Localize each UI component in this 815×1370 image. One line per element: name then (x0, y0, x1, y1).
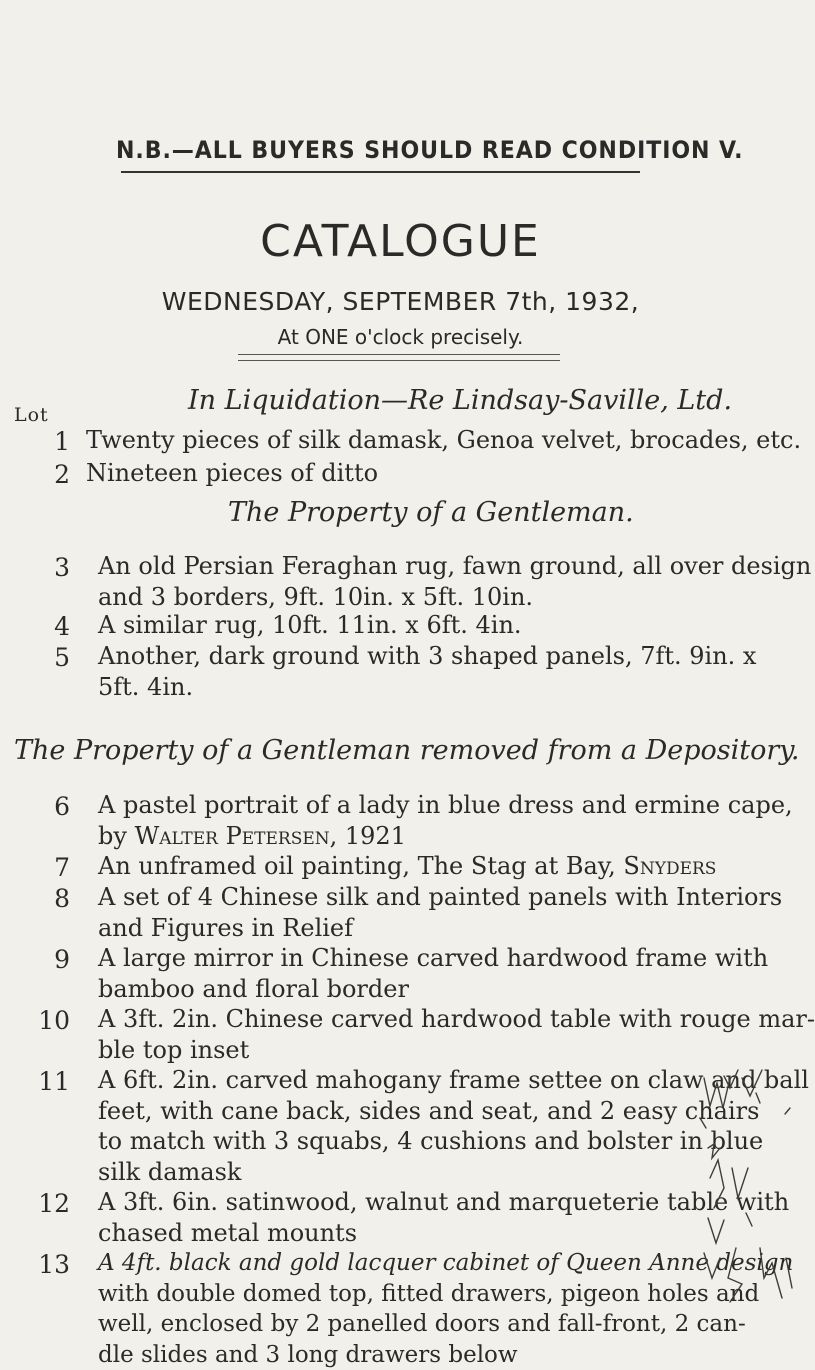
lot-number: 1 (0, 427, 70, 456)
lot-column-label: Lot (14, 404, 49, 426)
lot-description-line: dle slides and 3 long drawers below (98, 1340, 793, 1370)
section-heading-liquidation: In Liquidation—Re Lindsay-Saville, Ltd. (188, 385, 732, 416)
lot-description (86, 425, 801, 456)
lot-number: 5 (0, 643, 70, 672)
lot-description-line: A 3ft. 2in. Chinese carved hardwood table with rouge mar- (98, 1004, 815, 1035)
sale-date: WEDNESDAY, SEPTEMBER 7th, 1932, (0, 287, 801, 316)
sale-time: At ONE o'clock precisely. (0, 325, 801, 349)
lot-text: An unframed oil painting, The Stag at Bay, (98, 852, 623, 880)
catalogue-title: CATALOGUE (0, 216, 801, 267)
title-divider (238, 354, 560, 361)
lot-description-line: A set of 4 Chinese silk and painted panels with Interiors (98, 882, 782, 913)
lot-number: 2 (0, 460, 70, 489)
lot-description-line: A 6ft. 2in. carved mahogany frame settee on claw and ball (98, 1065, 809, 1096)
artist-name: Snyders (623, 852, 716, 880)
buyers-notice: N.B.—ALL BUYERS SHOULD READ CONDITION V. (116, 136, 613, 164)
lot-number: 10 (0, 1006, 70, 1035)
lot-number: 4 (0, 612, 70, 641)
section-heading-depository: The Property of a Gentleman removed from a Depository. (14, 735, 800, 766)
lot-description-line: feet, with cane back, sides and seat, and 2 easy chairs (98, 1096, 809, 1127)
lot-description-line: chased metal mounts (98, 1218, 789, 1249)
lot-description-line: and Figures in Relief (98, 913, 782, 944)
lot-description (98, 551, 811, 612)
lot-description-line: A large mirror in Chinese carved hardwood frame with (98, 943, 768, 974)
lot-description-line (98, 851, 716, 882)
lot-number: 9 (0, 945, 70, 974)
byline-suffix: , 1921 (330, 822, 406, 850)
lot-description-line: with double domed top, fitted drawers, pigeon holes and (98, 1279, 793, 1310)
lot-number: 8 (0, 884, 70, 913)
lot-description-line: 5ft. 4in. (98, 672, 756, 703)
lot-description-line: well, enclosed by 2 panelled doors and fall-front, 2 can- (98, 1309, 793, 1340)
lot-description-line: A pastel portrait of a lady in blue dress and ermine cape, (98, 790, 793, 821)
lot-description (98, 1187, 789, 1248)
lot-number: 3 (0, 553, 70, 582)
lot-description-line: ble top inset (98, 1035, 815, 1066)
handwritten-annotation (690, 1048, 801, 1348)
lot-number: 13 (0, 1250, 70, 1279)
lot-description-line: A 3ft. 6in. satinwood, walnut and marqueterie table with (98, 1187, 789, 1218)
lot-description (98, 851, 716, 882)
notice-underline (121, 171, 640, 173)
lot-description (86, 458, 378, 489)
lot-number: 12 (0, 1189, 70, 1218)
byline-prefix: by (98, 822, 135, 850)
lot-description (98, 790, 793, 851)
lot-number: 6 (0, 792, 70, 821)
lot-description-line: and 3 borders, 9ft. 10in. x 5ft. 10in. (98, 582, 811, 613)
section-heading-gentleman: The Property of a Gentleman. (228, 497, 634, 528)
lot-description (98, 943, 768, 1004)
lot-description-line: A 4ft. black and gold lacquer cabinet of Queen Anne design (98, 1248, 793, 1279)
lot-byline (98, 821, 793, 852)
lot-description-line: to match with 3 squabs, 4 cushions and bolster in blue (98, 1126, 809, 1157)
lot-number: 7 (0, 853, 70, 882)
lot-description-line: silk damask (98, 1157, 809, 1188)
artist-name: Walter Petersen (135, 822, 330, 850)
lot-description (98, 641, 756, 702)
lot-number: 11 (0, 1067, 70, 1096)
lot-description-line: An old Persian Feraghan rug, fawn ground, all over design (98, 551, 811, 582)
lot-description-line: bamboo and floral border (98, 974, 768, 1005)
lot-description (98, 882, 782, 943)
lot-description-line: Another, dark ground with 3 shaped panels, 7ft. 9in. x (98, 641, 756, 672)
lot-description (98, 610, 522, 641)
lot-description-line: Nineteen pieces of ditto (86, 458, 378, 489)
lot-description-line: A similar rug, 10ft. 11in. x 6ft. 4in. (98, 610, 522, 641)
lot-description-line: Twenty pieces of silk damask, Genoa velvet, brocades, etc. (86, 425, 801, 456)
